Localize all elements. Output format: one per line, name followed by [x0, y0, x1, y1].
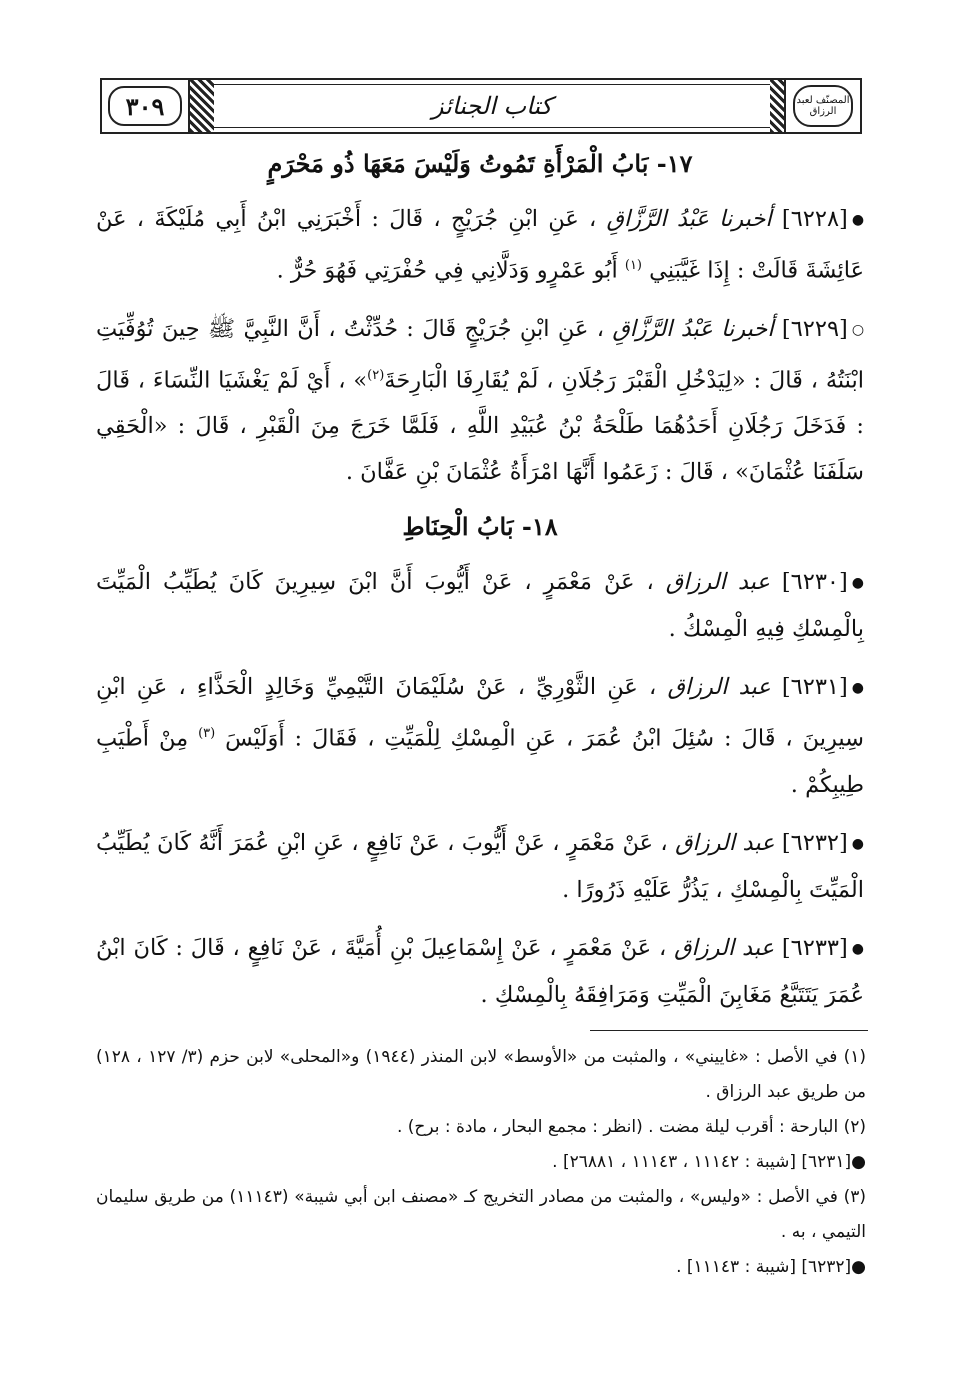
footnote-1: (١) في الأصل : «غاييني» ، والمثبت من «الأوسط» لابن المنذر (١٩٤٤) و«المحلى» لابن حزم (٣/ ١٢٧ ، ١٢٨) من طريق عبد الرزاق .: [96, 1047, 867, 1102]
hadith-text-continued: مِنْ أَطْيَبِ طِيبِكُمْ .: [96, 725, 864, 798]
hadith-text: ، عَنِ الثَّوْرِيِّ ، عَنْ سُلَيْمَانَ التَّيْمِيِّ وَخَالِدٍ الْحَذَّاءِ ، عَنِ ابْنِ سِيرِينَ ، قَالَ : سُئِلَ ابْنُ عُمَرَ ، عَنِ الْمِسْكِ لِلْمَيِّتِ ، فَقَالَ : أَوَلَيْسَ: [96, 674, 865, 752]
page-header: [100, 78, 862, 134]
chapter-title: ١٧- بَابُ الْمَرْأَةِ تَمُوتُ وَلَيْسَ مَعَهَا ذُو مَحْرَمٍ: [267, 149, 693, 178]
bullet-icon: ●: [851, 575, 864, 591]
takhrij-6231: ●[٦٢٣١] [شيبة : ١١١٤٢ ، ١١١٤٣ ، ٢٦٨٨١] .: [552, 1152, 866, 1172]
book-title: كتاب الجنائز: [431, 92, 553, 120]
hadith-text: ، عَنِ ابْنِ جُرَيْجٍ ، قَالَ : أَخْبَرَنِي ابْنُ أَبِي مُلَيْكَةَ ، عَنْ عَائِشَةَ قَالَتْ : إِذَا غَيَّبَنِي: [96, 206, 864, 284]
page-number-frame: [100, 78, 190, 134]
bullet-icon: ●: [851, 680, 864, 696]
hadith-entry: [96, 196, 864, 294]
bullet-icon: ○: [851, 321, 865, 338]
hadith-source: عبد الرزاق: [667, 674, 771, 700]
hadith-entry: [96, 820, 864, 913]
hadith-text: ، عَنِ ابْنِ جُرَيْجٍ قَالَ : حُدِّثْتُ ، أَنَّ النَّبِيَّ ﷺ حِينَ تُوُفِّيَتِ ابْنَتُهُ ، قَالَ : «لِيَدْخُلِ الْقَبْرَ رَجُلَانِ ، لَمْ يُقَارِفَا الْبَارِحَةَ: [96, 315, 864, 393]
footnote-divider: [590, 1030, 868, 1031]
hadith-text-continued: » ، أَيْ لَمْ يَغْشَيَا النِّسَاءَ ، قَالَ : فَدَخَلَ رَجُلَانِ أَحَدُهُمَا طَلْحَةُ بْنُ عُبَيْدِ اللَّهِ ، فَلَمَّا خَرَجَ مِنَ الْقَبْرِ ، قَالَ : «الْحَقِي سَلَفَنَا عُثْمَانَ» ، قَالَ : زَعَمُوا أَنَّهَا امْرَأَةُ عُثْمَانَ بْنِ عَفَّانَ .: [96, 367, 864, 485]
publisher-badge: المصنّف لعبد الرزاق: [793, 85, 853, 127]
hadith-source: عبد الرزاق: [665, 569, 770, 595]
hadith-number: [٦٢٣٠]: [781, 569, 848, 595]
ornament-right: [770, 78, 784, 134]
hadith-entry: [96, 925, 864, 1018]
hadith-number: [٦٢٢٨]: [781, 206, 848, 232]
hadith-text: ، عَنْ مَعْمَرٍ ، عَنْ أَيُّوبَ ، عَنْ نَافِعٍ ، عَنِ ابْنِ عُمَرَ أَنَّهُ كَانَ يُطَيِّبُ الْمَيِّتَ بِالْمِسْكِ ، يَذُرُّ عَلَيْهِ ذَرُورًا .: [96, 829, 864, 903]
footnotes: [96, 1040, 866, 1285]
hadith-source: أخبرنا عَبْدُ الرَّزَّاقِ: [606, 206, 772, 232]
ornament-left: [190, 78, 214, 134]
book-title-frame: [214, 78, 770, 134]
main-content: [96, 144, 864, 1030]
hadith-entry: [96, 559, 864, 652]
hadith-source: عبد الرزاق: [675, 829, 775, 856]
hadith-number: [٦٢٣٣]: [781, 934, 848, 961]
footnote-marker[interactable]: (٢): [367, 367, 385, 383]
hadith-entry: [96, 664, 864, 808]
bullet-icon: ●: [851, 212, 865, 228]
hadith-text-continued: أَبُو عَمْرٍو وَدَلَّانِي فِي حُفْرَتِي فَهُوَ حُرٌّ .: [276, 257, 618, 284]
footnote-marker[interactable]: (٣): [198, 726, 216, 741]
publisher-badge-frame: [784, 78, 862, 134]
bullet-icon: ●: [851, 835, 865, 852]
chapter-title: ١٨- بَابُ الْحِنَاطِ: [402, 512, 558, 541]
hadith-source: أخبرنا عَبْدُ الرَّزَّاقِ: [612, 315, 774, 342]
footnote-3: (٣) في الأصل : «وليس» ، والمثبت من مصادر التخريج كـ «مصنف ابن أبي شيبة» (١١١٤٣) من طريق سليمان التيمي ، به .: [96, 1187, 866, 1242]
footnote-2: (٢) البارحة : أقرب ليلة مضت . (انظر : مجمع البحار ، مادة : برح) .: [396, 1117, 866, 1137]
hadith-number: [٦٢٣١]: [781, 674, 848, 700]
hadith-number: [٦٢٣٢]: [781, 829, 848, 856]
footnote-marker[interactable]: (١): [624, 258, 642, 273]
hadith-text: ، عَنْ مَعْمَرٍ ، عَنْ أَيُّوبَ أَنَّ ابْنَ سِيرِينَ كَانَ يُطَيِّبُ الْمَيِّتَ بِالْمِسْكِ فِيهِ الْمِسْكُ .: [96, 569, 864, 642]
bullet-icon: ●: [851, 940, 864, 957]
hadith-source: عبد الرزاق: [674, 934, 775, 961]
page-number: ٣٠٩: [108, 86, 182, 126]
hadith-text: ، عَنْ مَعْمَرٍ ، عَنْ إِسْمَاعِيلَ بْنِ أُمَيَّةَ ، عَنْ نَافِعٍ ، قَالَ : كَانَ ابْنُ عُمَرَ يَتَتَبَّعُ مَغَابِنَ الْمَيِّتِ وَمَرَافِقَهُ بِالْمِسْكِ .: [96, 934, 864, 1008]
takhrij-6232: ●[٦٢٣٢] [شيبة : ١١١٤٣] .: [676, 1257, 866, 1277]
hadith-number: [٦٢٢٩]: [781, 315, 848, 342]
hadith-entry: [96, 306, 864, 496]
